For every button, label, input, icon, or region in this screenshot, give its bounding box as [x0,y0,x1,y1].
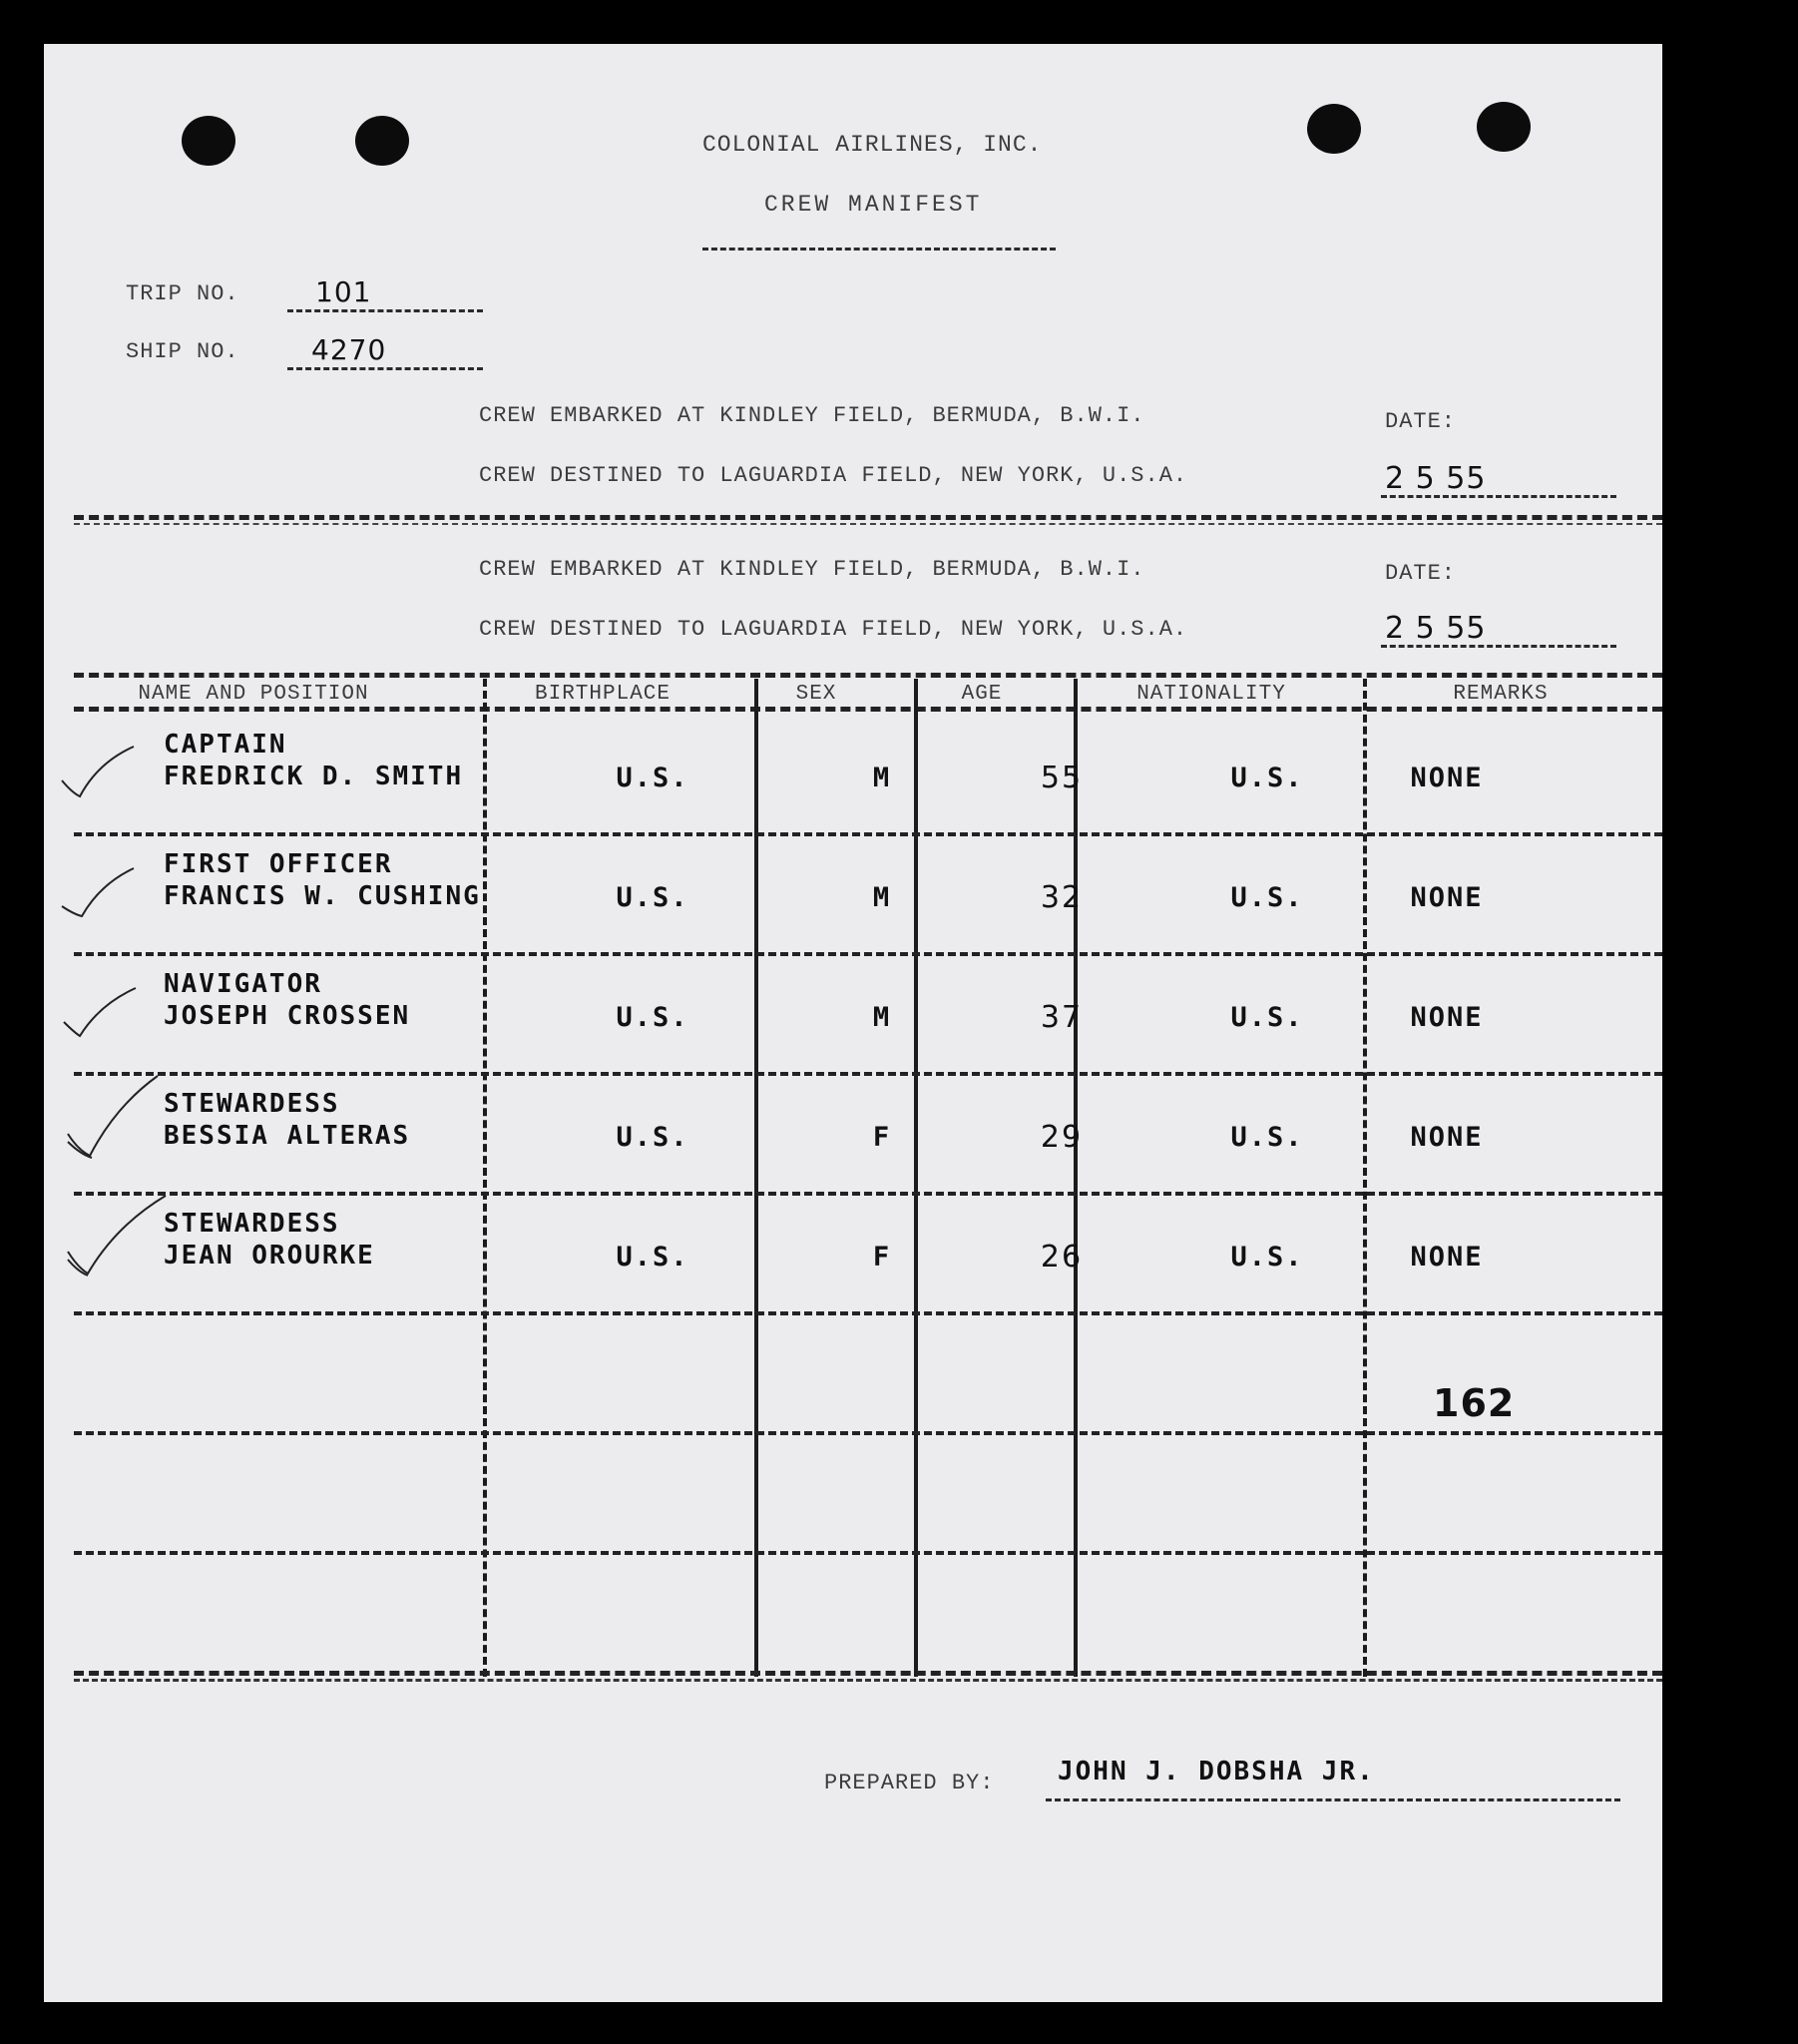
section-divider [74,515,1662,520]
cell-age: 55 [1040,761,1084,795]
prepared-by-label: PREPARED BY: [824,1771,995,1795]
cell-nationality: U.S. [1230,882,1304,913]
row-line-2 [74,952,1662,956]
cell-age: 29 [1040,1120,1084,1155]
embarked-line-1: CREW EMBARKED AT KINDLEY FIELD, BERMUDA, B.W.I. [479,403,1145,428]
crew-name: FREDRICK D. SMITH [164,762,464,791]
cell-nationality: U.S. [1230,1122,1304,1153]
col-header-age: AGE [961,683,1003,706]
crew-position: STEWARDESS [164,1209,340,1239]
checkmark-icon [62,1192,172,1281]
date-underline-1 [1381,495,1616,498]
destined-line-1: CREW DESTINED TO LAGUARDIA FIELD, NEW YORK, U.S.A. [479,463,1188,488]
col-header-name: NAME AND POSITION [138,683,369,706]
row-line-3 [74,1072,1662,1076]
row-line-5 [74,1311,1662,1315]
table-top-line [74,673,1662,678]
crew-position: CAPTAIN [164,730,287,760]
cell-birthplace: U.S. [616,763,689,793]
row-line-7 [74,1551,1662,1555]
section-divider-2 [74,523,1662,525]
date-value-2: 2 5 55 [1385,611,1487,646]
prepared-by-name: JOHN J. DOBSHA JR. [1058,1757,1375,1787]
col-header-nationality: NATIONALITY [1136,683,1286,706]
cell-birthplace: U.S. [616,1002,689,1033]
col-header-birthplace: BIRTHPLACE [534,683,672,706]
page-number: 162 [1433,1381,1516,1425]
cell-nationality: U.S. [1230,763,1304,793]
cell-nationality: U.S. [1230,1242,1304,1273]
col-divider-3 [914,679,918,1677]
crew-position: FIRST OFFICER [164,849,393,879]
cell-remarks: NONE [1410,1242,1484,1273]
crew-position: STEWARDESS [164,1089,340,1119]
col-divider-1 [483,679,487,1677]
cell-nationality: U.S. [1230,1002,1304,1033]
cell-remarks: NONE [1410,882,1484,913]
crew-name: BESSIA ALTERAS [164,1121,411,1151]
cell-birthplace: U.S. [616,882,689,913]
row-line-6 [74,1431,1662,1435]
trip-number: 101 [315,275,372,308]
table-bottom-line-2 [74,1679,1662,1682]
cell-sex: M [872,1002,892,1033]
cell-sex: F [872,1242,892,1273]
checkmark-icon [60,982,140,1042]
cell-remarks: NONE [1410,1002,1484,1033]
date-label-2: DATE: [1385,561,1457,586]
cell-remarks: NONE [1410,763,1484,793]
trip-underline [287,309,483,312]
cell-age: 26 [1040,1240,1084,1275]
cell-birthplace: U.S. [616,1122,689,1153]
crew-name: JEAN OROURKE [164,1241,375,1271]
crew-name: JOSEPH CROSSEN [164,1001,411,1031]
trip-label: TRIP NO. [126,281,239,306]
company-name: COLONIAL AIRLINES, INC. [702,132,1043,158]
punch-hole-3 [1307,104,1361,154]
ship-underline [287,367,483,370]
ship-label: SHIP NO. [126,339,239,364]
row-line-4 [74,1192,1662,1196]
cell-age: 37 [1040,1000,1084,1035]
table-bottom-line [74,1671,1662,1676]
destined-line-2: CREW DESTINED TO LAGUARDIA FIELD, NEW YORK, U.S.A. [479,617,1188,642]
cell-age: 32 [1040,880,1084,915]
punch-hole-2 [355,116,409,166]
table-header-line [74,707,1662,712]
prepared-by-underline [1046,1798,1620,1801]
punch-hole-1 [182,116,235,166]
cell-birthplace: U.S. [616,1242,689,1273]
cell-sex: M [872,882,892,913]
col-divider-4 [1074,679,1078,1677]
document-title: CREW MANIFEST [764,192,983,218]
col-divider-2 [754,679,758,1677]
col-header-remarks: REMARKS [1453,683,1549,706]
date-underline-2 [1381,645,1616,648]
cell-sex: F [872,1122,892,1153]
manifest-page [44,44,1662,2002]
row-line-1 [74,832,1662,836]
cell-sex: M [872,763,892,793]
date-label-1: DATE: [1385,409,1457,434]
crew-name: FRANCIS W. CUSHING [164,881,481,911]
cell-remarks: NONE [1410,1122,1484,1153]
punch-hole-4 [1477,102,1531,152]
col-divider-5 [1363,679,1367,1677]
embarked-line-2: CREW EMBARKED AT KINDLEY FIELD, BERMUDA, B.W.I. [479,557,1145,582]
crew-position: NAVIGATOR [164,969,322,999]
ship-number: 4270 [311,333,387,366]
checkmark-icon [58,862,138,922]
date-value-1: 2 5 55 [1385,461,1487,496]
checkmark-icon [58,743,138,802]
col-header-sex: SEX [795,683,837,706]
title-underline [702,248,1056,251]
checkmark-icon [62,1072,162,1162]
